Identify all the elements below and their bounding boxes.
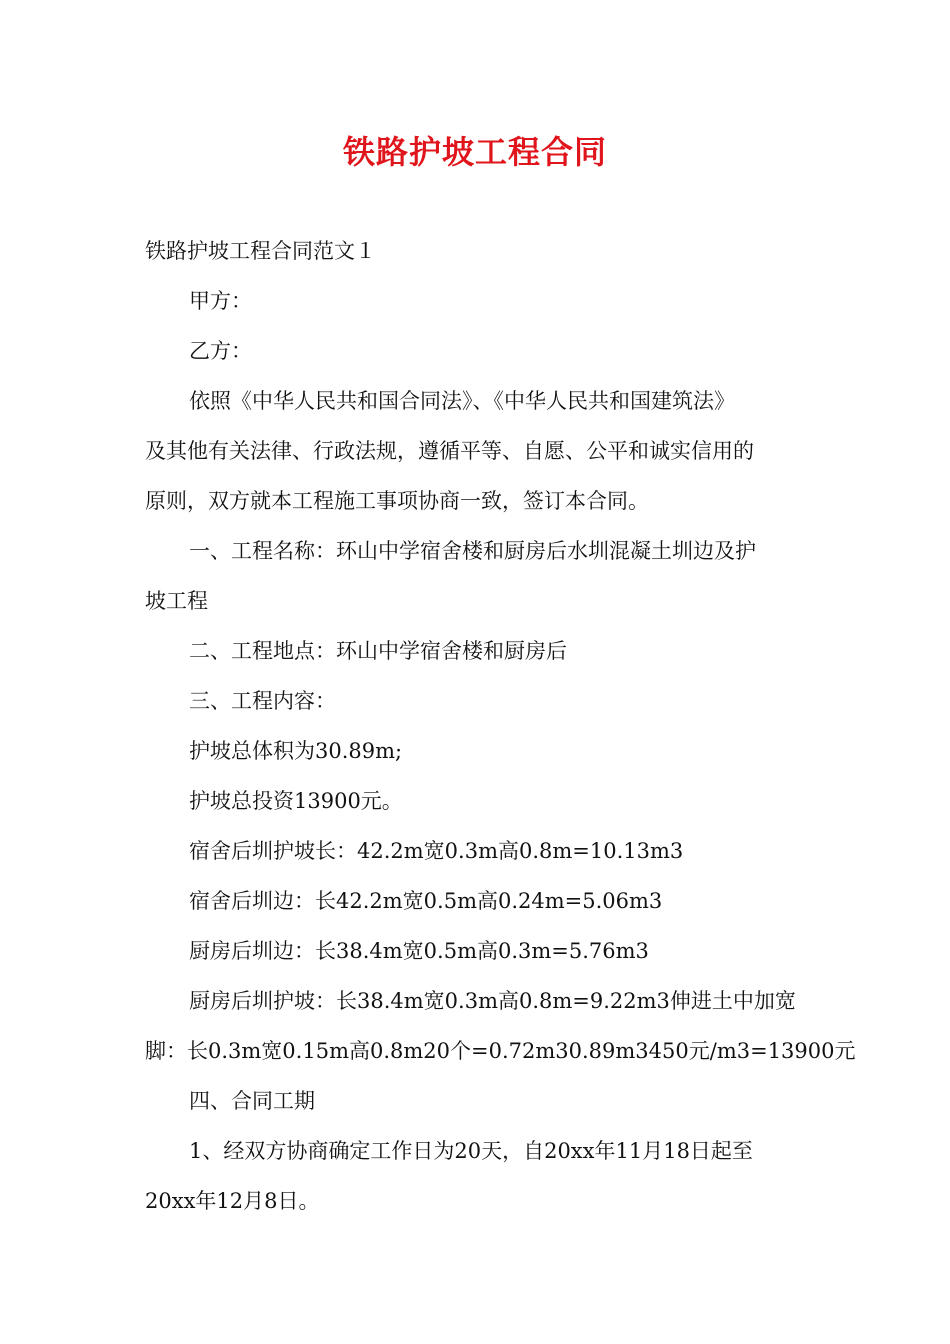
party-b-line: 乙方： — [189, 339, 252, 363]
kitchen-edge-line: 厨房后圳边：长38.4m宽0.5m高0.3m=5.76m3 — [189, 939, 649, 963]
dorm-slope-line: 宿舍后圳护坡长：42.2m宽0.3m高0.8m=10.13m3 — [189, 839, 684, 863]
dorm-edge-line: 宿舍后圳边：长42.2m宽0.5m高0.24m=5.06m3 — [189, 889, 663, 913]
volume-line: 护坡总体积为30.89m; — [189, 739, 403, 763]
party-a-line: 甲方： — [189, 289, 252, 313]
kitchen-slope-line-1: 厨房后圳护坡：长38.4m宽0.3m高0.8m=9.22m3伸进土中加宽 — [189, 989, 796, 1013]
preamble-line-1: 依照《中华人民共和国合同法》、《中华人民共和国建筑法》 — [189, 389, 735, 413]
project-name-line-1: 一、工程名称：环山中学宿舍楼和厨房后水圳混凝土圳边及护 — [189, 539, 756, 563]
project-location-line: 二、工程地点：环山中学宿舍楼和厨房后 — [189, 639, 567, 663]
contract-period-heading: 四、合同工期 — [189, 1089, 315, 1113]
kitchen-slope-line-2: 脚：长0.3m宽0.15m高0.8m20个=0.72m30.89m3450元/m3=13900元 — [145, 1039, 856, 1063]
investment-line: 护坡总投资13900元。 — [189, 789, 403, 813]
period-line-1: 1、经双方协商确定工作日为20天，自20xx年11月18日起至 — [189, 1139, 753, 1163]
period-line-2: 20xx年12月8日。 — [145, 1189, 320, 1213]
project-name-line-2: 坡工程 — [145, 589, 208, 613]
project-content-heading: 三、工程内容： — [189, 689, 336, 713]
document-subtitle: 铁路护坡工程合同范文１ — [145, 239, 376, 263]
document-body — [145, 226, 856, 1226]
preamble-line-2: 及其他有关法律、行政法规，遵循平等、自愿、公平和诚实信用的 — [145, 439, 754, 463]
preamble-line-3: 原则，双方就本工程施工事项协商一致，签订本合同。 — [145, 489, 649, 513]
document-title: 铁路护坡工程合同 — [342, 133, 607, 171]
